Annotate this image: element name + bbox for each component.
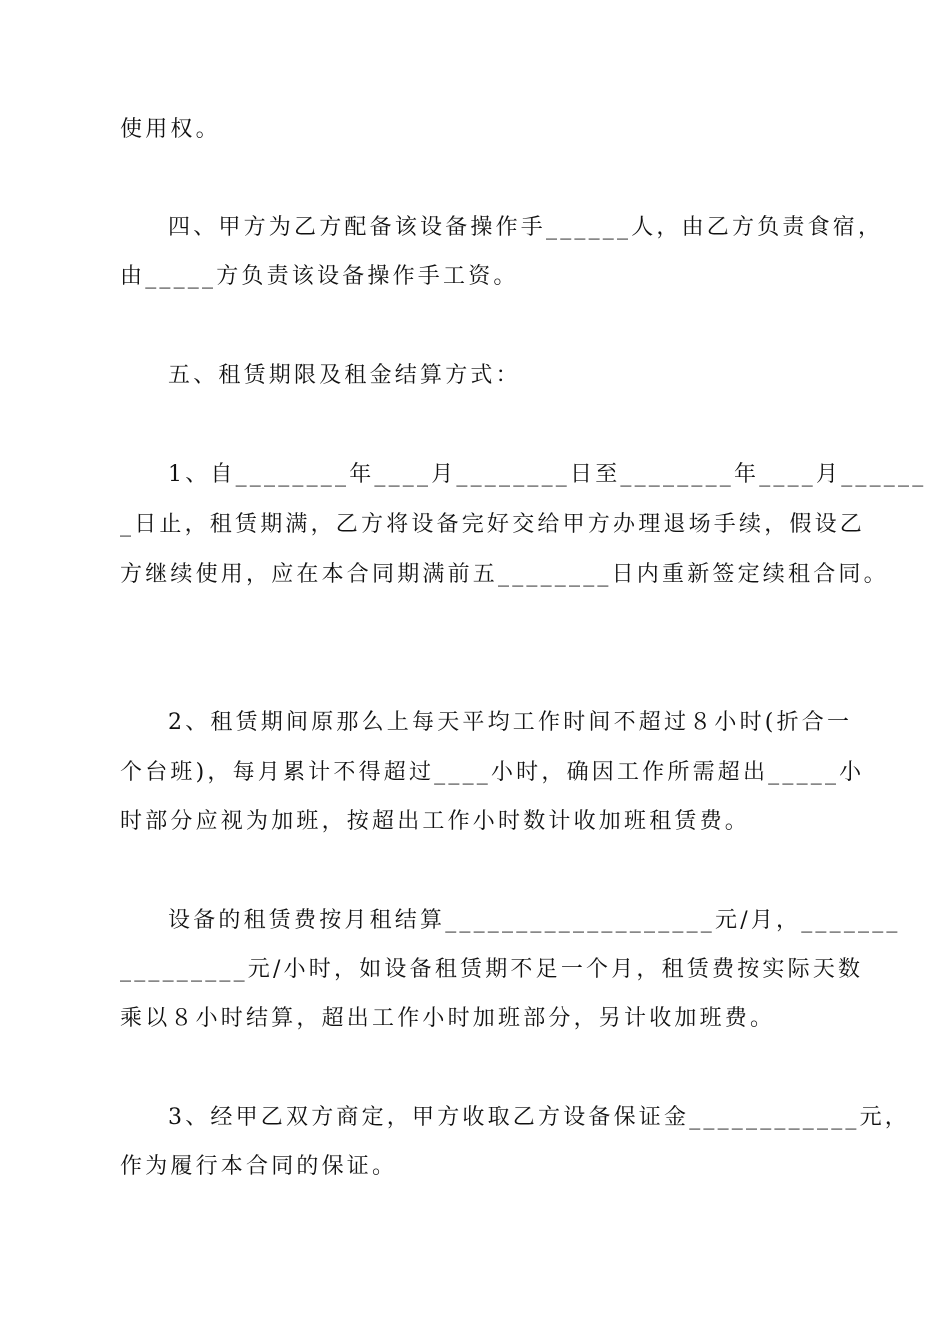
item-2-line-2: 个台班)，每月累计不得超过____小时，确因工作所需超出_____小	[120, 760, 865, 785]
item-2-line-1: 2、租赁期间原那么上每天平均工作时间不超过８小时(折合一	[168, 710, 853, 735]
clause-4-line-2: 由_____方负责该设备操作手工资。	[120, 264, 519, 289]
item-1-line-2: _日止，租赁期满，乙方将设备完好交给甲方办理退场手续，假设乙	[120, 512, 866, 537]
item-3-line-2: 作为履行本合同的保证。	[120, 1154, 398, 1179]
item-3-line-1: 3、经甲乙双方商定，甲方收取乙方设备保证金____________元，	[168, 1105, 910, 1130]
fee-line-2: _________元/小时，如设备租赁期不足一个月，租赁费按实际天数	[120, 957, 864, 982]
clause-5-heading: 五、租赁期限及租金结算方式：	[168, 363, 521, 388]
item-1-line-1: 1、自________年____月________日至________年____月______	[168, 462, 927, 487]
paragraph-line: 使用权。	[120, 117, 221, 142]
item-2-line-3: 时部分应视为加班，按超出工作小时数计收加班租赁费。	[120, 809, 751, 834]
fee-line-1: 设备的租赁费按月租结算___________________元/月，_______	[168, 908, 901, 933]
fee-line-3: 乘以８小时结算，超出工作小时加班部分，另计收加班费。	[120, 1006, 776, 1031]
clause-4-line-1: 四、甲方为乙方配备该设备操作手______人，由乙方负责食宿，	[168, 215, 884, 240]
item-1-line-3: 方继续使用，应在本合同期满前五________日内重新签定续租合同。	[120, 562, 889, 587]
